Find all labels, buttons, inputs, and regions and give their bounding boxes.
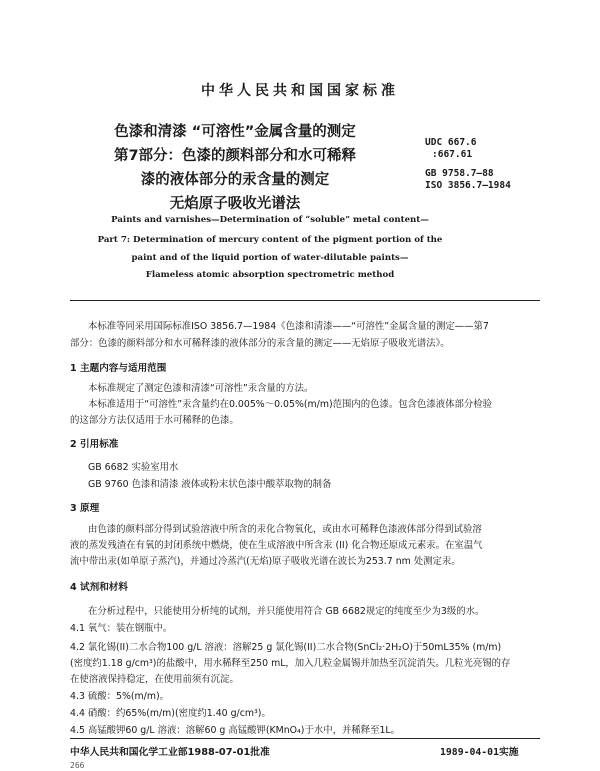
intro-line-2: 部分：色漆的颜料部分和水可稀释漆的液体部分的汞含量的测定——无焰原子吸收光谱法》。: [70, 338, 450, 349]
implementation-date: 1989-04-01实施: [440, 747, 519, 758]
section-3-line-2: 液的蒸发残渣在有氧的封闭系统中燃烧，使在生成溶液中所含汞 (II) 化合物还原成元素汞。在室温气: [70, 540, 483, 551]
section-2-line-2: GB 9760 色漆和清漆 液体或粉末状色漆中酸萃取物的制备: [88, 479, 332, 490]
section-3-heading: 3 原理: [70, 503, 100, 514]
title-line-3: 漆的液体部分的汞含量的测定: [140, 172, 330, 188]
standard-header: 中华人民共和国国家标准: [201, 83, 399, 99]
english-title-line-2: Part 7: Determination of mercury content of the pigment portion of the: [97, 235, 443, 245]
title-line-4: 无焰原子吸收光谱法: [169, 196, 301, 212]
intro-line-1: 本标准等同采用国际标准ISO 3856.7—1984《色漆和清漆——“可溶性”金属含量的测定——第7: [88, 321, 489, 332]
section-1-line-3: 的这部分方法仅适用于水可稀释的色漆。: [70, 415, 239, 426]
section-1-line-2: 本标准适用于“可溶性”汞含量约在0.005%～0.05%(m/m)范围内的色漆。包含色漆液体部分检验: [88, 399, 492, 410]
section-2-heading: 2 引用标准: [70, 439, 119, 450]
section-4-line-3: 4.2 氯化锡(II)二水合物100 g/L 溶液：溶解25 g 氯化锡(II)二水合物(SnCl₂·2H₂O)于50mL35% (m/m): [70, 642, 502, 653]
english-title-line-1: Paints and varnishes—Determination of “soluble” metal content—: [111, 215, 429, 225]
section-4-heading: 4 试剂和材料: [70, 582, 128, 593]
iso-code: ISO 3856.7—1984: [425, 180, 511, 191]
section-3-line-3: 流中带出汞(如单原子蒸汽)，并通过冷蒸汽(无焰)原子吸收光谱在波长为253.7 nm 处测定汞。: [70, 556, 461, 567]
section-4-line-4: (密度约1.18 g/cm³)的盐酸中，用水稀释至250 mL，加入几粒金属锡并加热至沉淀消失。几粒光亮锡的存: [70, 658, 511, 669]
udc-code: UDC 667.6: [425, 137, 477, 148]
section-1-line-1: 本标准规定了测定色漆和清漆“可溶性”汞含量的方法。: [88, 383, 314, 394]
udc-code-2: :667.61: [432, 149, 473, 160]
section-1-heading: 1 主题内容与适用范围: [70, 363, 167, 374]
gb-code: GB 9758.7—88: [425, 168, 494, 179]
approval-date: 中华人民共和国化学工业部1988-07-01批准: [70, 747, 270, 758]
english-title-line-4: Flameless atomic absorption spectrometric method: [145, 270, 395, 280]
section-4-line-7: 4.4 硝酸：约65%(m/m)(密度约1.40 g/cm³)。: [70, 708, 271, 719]
title-line-1: 色漆和清漆 “可溶性”金属含量的测定: [114, 124, 356, 140]
section-3-line-1: 由色漆的颜料部分得到试验溶液中所含的汞化合物氧化，或由水可稀释色漆液体部分得到试验溶: [88, 524, 482, 535]
section-2-line-1: GB 6682 实验室用水: [88, 462, 179, 473]
section-4-line-5: 在使溶液保持稳定，在使用前须有沉淀。: [70, 674, 239, 685]
page-number: 266: [70, 761, 85, 770]
top-divider: [70, 300, 540, 301]
section-4-line-1: 在分析过程中，只能使用分析纯的试剂，并只能使用符合 GB 6682规定的纯度至少为3级的水。: [88, 606, 485, 617]
section-4-line-2: 4.1 氧气：装在钢瓶中。: [70, 623, 173, 634]
bottom-divider: [70, 738, 540, 739]
title-line-2: 第7部分：色漆的颜料部分和水可稀释: [113, 148, 357, 164]
english-title-line-3: paint and of the liquid portion of water-dilutable paints—: [131, 253, 409, 263]
section-4-line-6: 4.3 硫酸：5%(m/m)。: [70, 691, 170, 702]
section-4-line-8: 4.5 高锰酸钾60 g/L 溶液：溶解60 g 高锰酸钾(KMnO₄)于水中，并稀释至1L。: [70, 725, 401, 736]
